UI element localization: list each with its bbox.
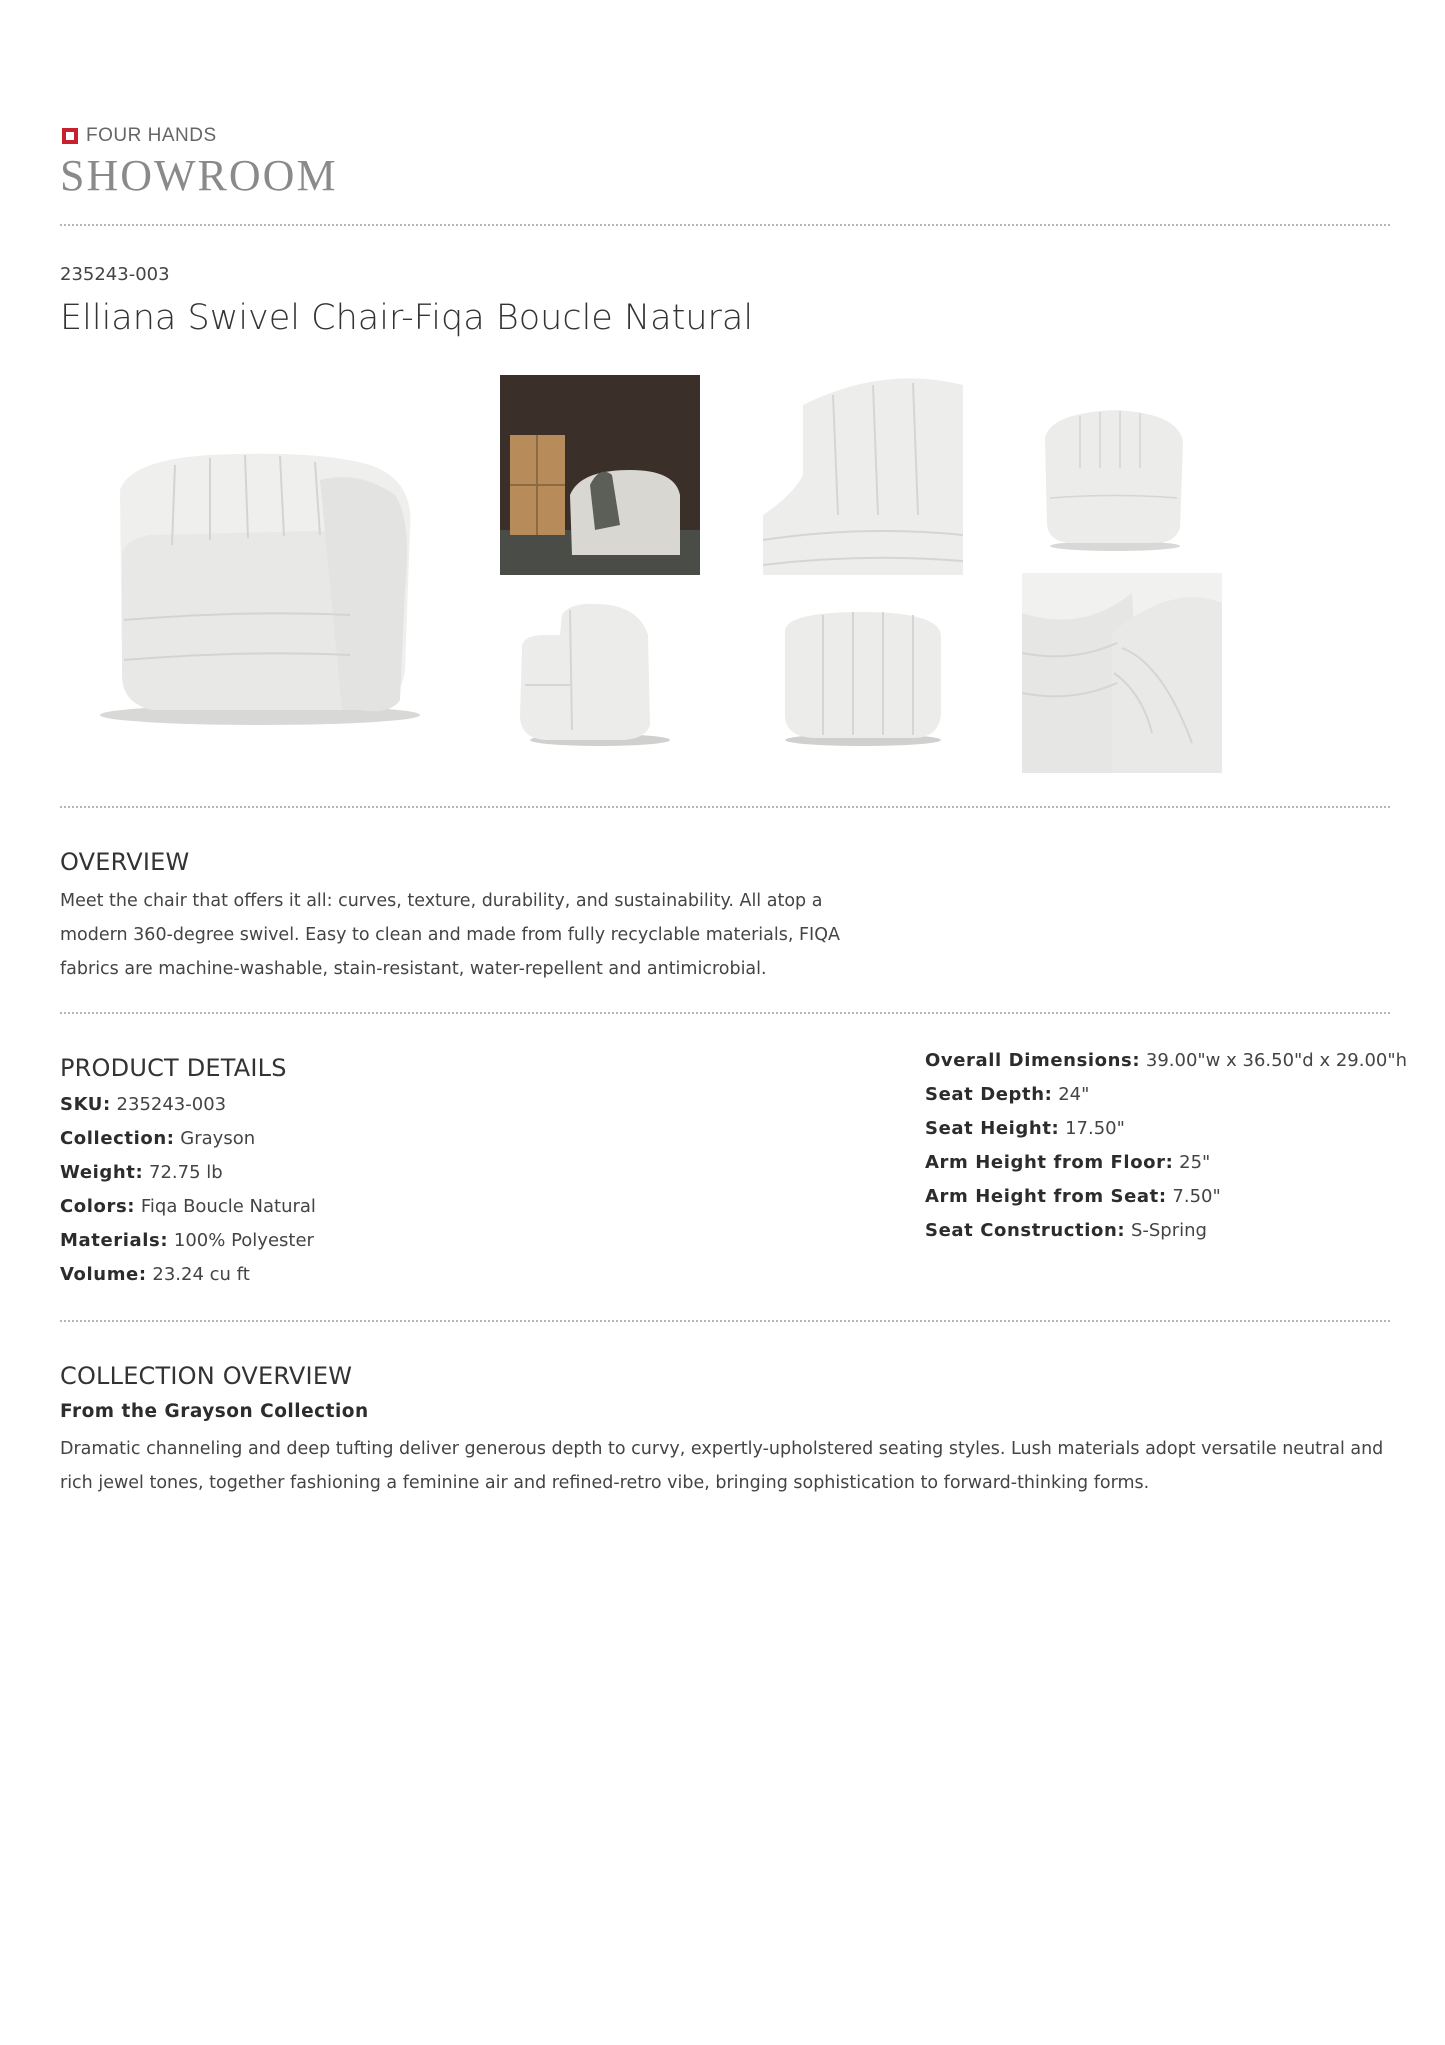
product-sku: 235243-003	[60, 264, 170, 285]
detail-value: 7.50"	[1172, 1186, 1221, 1207]
chair-arm-closeup-image	[1022, 573, 1222, 773]
chair-detail-image	[763, 375, 963, 575]
detail-label: Seat Height:	[925, 1118, 1060, 1139]
collection-heading: COLLECTION OVERVIEW	[60, 1362, 353, 1390]
details-heading: PRODUCT DETAILS	[60, 1054, 287, 1082]
detail-value: 235243-003	[116, 1094, 227, 1115]
detail-collection	[60, 1122, 316, 1156]
detail-overall-dimensions	[925, 1044, 1407, 1078]
divider	[60, 1320, 1390, 1322]
brand-logo-icon	[62, 128, 78, 144]
detail-label: Arm Height from Seat:	[925, 1186, 1167, 1207]
detail-sku	[60, 1088, 316, 1122]
detail-value: 100% Polyester	[173, 1230, 314, 1251]
detail-seat-depth	[925, 1078, 1407, 1112]
product-title: Elliana Swivel Chair-Fiqa Boucle Natural	[60, 298, 754, 338]
detail-weight	[60, 1156, 316, 1190]
detail-materials	[60, 1224, 316, 1258]
detail-label: Seat Construction:	[925, 1220, 1126, 1241]
detail-value: 25"	[1179, 1152, 1211, 1173]
overview-line: modern 360-degree swivel. Easy to clean and made from fully recyclable materials, FIQA	[60, 925, 840, 945]
detail-volume	[60, 1258, 316, 1292]
detail-value: 17.50"	[1065, 1118, 1125, 1139]
detail-label: Overall Dimensions:	[925, 1050, 1141, 1071]
detail-value: Fiqa Boucle Natural	[140, 1196, 316, 1217]
detail-value: Grayson	[180, 1128, 256, 1149]
chair-side-image	[500, 590, 700, 770]
chair-small-front-image	[1025, 398, 1205, 558]
detail-label: Weight:	[60, 1162, 144, 1183]
overview-text	[60, 884, 860, 986]
brand-showroom-text: SHOWROOM	[60, 151, 338, 200]
collection-line: rich jewel tones, together fashioning a feminine air and refined-retro vibe, bringing sophistication to forward-thinking forms.	[60, 1473, 1150, 1493]
collection-line: Dramatic channeling and deep tufting deliver generous depth to curvy, expertly-upholstered seating styles. Lush materials adopt versatile neutral and	[60, 1439, 1384, 1459]
detail-label: Colors:	[60, 1196, 136, 1217]
detail-value: S-Spring	[1130, 1220, 1207, 1241]
details-left-list	[60, 1088, 316, 1292]
divider	[60, 224, 1390, 226]
brand-top-text: FOUR HANDS	[86, 125, 217, 146]
detail-arm-height-seat	[925, 1180, 1407, 1214]
divider	[60, 806, 1390, 808]
collection-text	[60, 1432, 1400, 1500]
chair-lifestyle-image	[500, 375, 700, 575]
detail-value: 39.00"w x 36.50"d x 29.00"h	[1145, 1050, 1408, 1071]
details-right-list	[925, 1044, 1407, 1248]
chair-back-image	[763, 590, 963, 770]
detail-seat-height	[925, 1112, 1407, 1146]
detail-label: Materials:	[60, 1230, 169, 1251]
detail-arm-height-floor	[925, 1146, 1407, 1180]
detail-value: 23.24 cu ft	[152, 1264, 250, 1285]
detail-label: Arm Height from Floor:	[925, 1152, 1174, 1173]
detail-value: 24"	[1058, 1084, 1090, 1105]
brand-header	[62, 125, 217, 147]
detail-label: SKU:	[60, 1094, 111, 1115]
chair-main-image	[60, 410, 460, 770]
divider	[60, 1012, 1390, 1014]
overview-line: Meet the chair that offers it all: curves, texture, durability, and sustainability. All atop a	[60, 891, 823, 911]
overview-line: fabrics are machine-washable, stain-resistant, water-repellent and antimicrobial.	[60, 959, 767, 979]
detail-colors	[60, 1190, 316, 1224]
detail-label: Volume:	[60, 1264, 147, 1285]
detail-seat-construction	[925, 1214, 1407, 1248]
detail-label: Seat Depth:	[925, 1084, 1053, 1105]
detail-value: 72.75 lb	[149, 1162, 223, 1183]
collection-subheading: From the Grayson Collection	[60, 1401, 369, 1422]
overview-heading: OVERVIEW	[60, 848, 190, 876]
detail-label: Collection:	[60, 1128, 175, 1149]
